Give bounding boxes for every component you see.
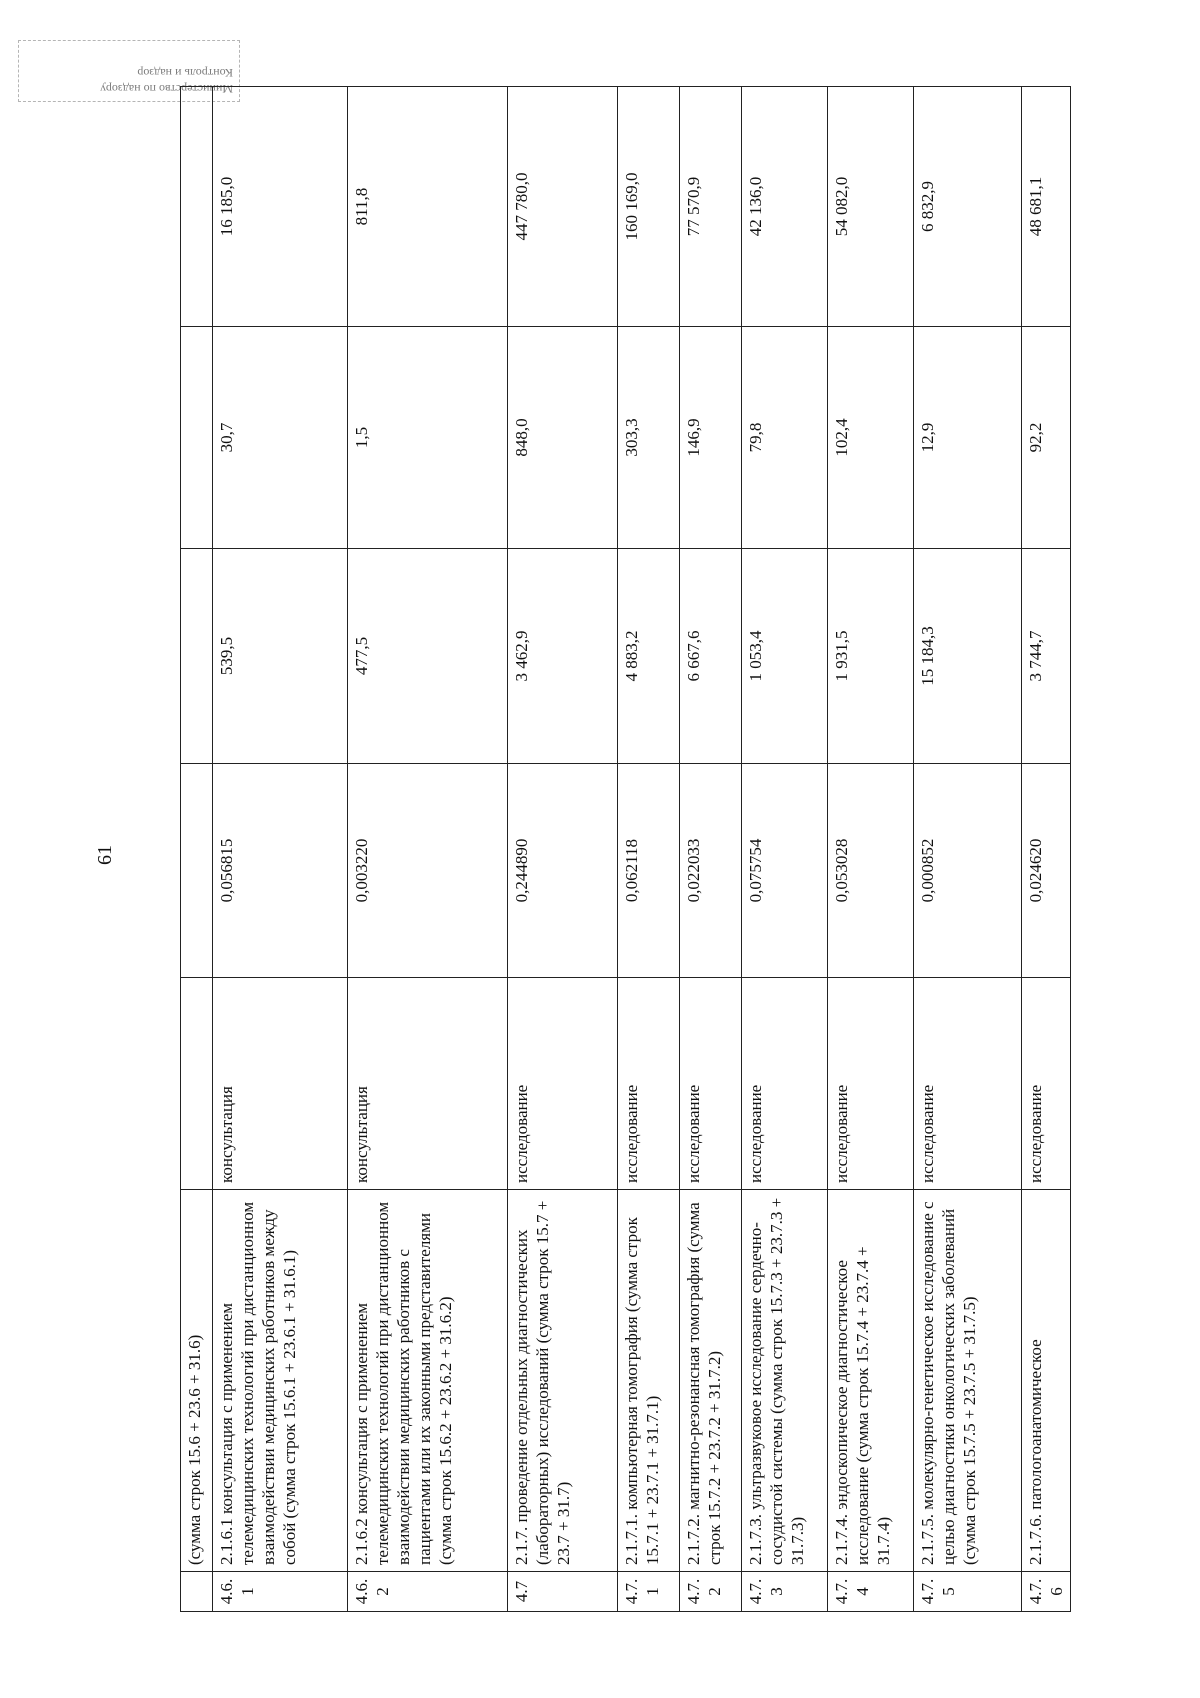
row-value-cell	[181, 764, 213, 978]
row-name-cell: 2.1.7.5. молекулярно-генетическое исследование с целью диагностики онкологических заболеваний (сумма строк 15.7.5 + 23.7.5 + 31.7.5)	[914, 1190, 1022, 1572]
row-value-cell	[181, 87, 213, 327]
row-unit-cell: консультация	[213, 978, 348, 1190]
row-value-cell: 0,244890	[508, 764, 618, 978]
row-value-cell: 477,5	[348, 549, 508, 764]
table-row	[348, 87, 508, 1612]
row-unit-cell: исследование	[1022, 978, 1071, 1190]
row-value-cell: 15 184,3	[914, 549, 1022, 764]
row-value-cell: 0,024620	[1022, 764, 1071, 978]
row-number-cell: 4.6.1	[213, 1572, 348, 1612]
stamp-line-1: Министерство по надзору	[100, 82, 233, 96]
row-name-cell: (сумма строк 15.6 + 23.6 + 31.6)	[181, 1190, 213, 1572]
row-name-cell: 2.1.6.2 консультация с применением телемедицинских технологий при дистанционном взаимодействии медицинских работников с пациентами или их законными представителями (сумма строк 15.6.2 + 23.6.2 + 31.6.2)	[348, 1190, 508, 1572]
row-value-cell: 0,003220	[348, 764, 508, 978]
row-value-cell: 4 883,2	[618, 549, 680, 764]
row-value-cell: 12,9	[914, 327, 1022, 549]
row-unit-cell: консультация	[348, 978, 508, 1190]
table-row	[680, 87, 742, 1612]
row-value-cell: 1 931,5	[828, 549, 914, 764]
row-name-cell: 2.1.7.1. компьютерная томография (сумма строк 15.7.1 + 23.7.1 + 31.7.1)	[618, 1190, 680, 1572]
row-number-cell: 4.7.5	[914, 1572, 1022, 1612]
row-unit-cell: исследование	[828, 978, 914, 1190]
row-value-cell: 811,8	[348, 87, 508, 327]
row-value-cell: 3 744,7	[1022, 549, 1071, 764]
row-number-cell	[181, 1572, 213, 1612]
table-row	[828, 87, 914, 1612]
row-unit-cell: исследование	[618, 978, 680, 1190]
row-value-cell: 16 185,0	[213, 87, 348, 327]
row-value-cell: 160 169,0	[618, 87, 680, 327]
row-value-cell: 0,000852	[914, 764, 1022, 978]
stamp-line-2: Контроль и надзор	[137, 66, 233, 80]
row-value-cell: 0,062118	[618, 764, 680, 978]
row-number-cell: 4.7	[508, 1572, 618, 1612]
table-row	[508, 87, 618, 1612]
row-value-cell: 0,075754	[742, 764, 828, 978]
row-name-cell: 2.1.7.2. магнитно-резонансная томография (сумма строк 15.7.2 + 23.7.2 + 31.7.2)	[680, 1190, 742, 1572]
row-name-cell: 2.1.7.4. эндоскопическое диагностическое исследование (сумма строк 15.7.4 + 23.7.4 + 31.7.4)	[828, 1190, 914, 1572]
row-unit-cell: исследование	[742, 978, 828, 1190]
table-row	[1022, 87, 1071, 1612]
table-row	[914, 87, 1022, 1612]
row-value-cell: 0,056815	[213, 764, 348, 978]
row-number-cell: 4.7.1	[618, 1572, 680, 1612]
row-unit-cell: исследование	[680, 978, 742, 1190]
row-value-cell: 848,0	[508, 327, 618, 549]
row-number-cell: 4.6.2	[348, 1572, 508, 1612]
row-value-cell: 1,5	[348, 327, 508, 549]
row-value-cell: 92,2	[1022, 327, 1071, 549]
row-value-cell: 48 681,1	[1022, 87, 1071, 327]
row-value-cell: 42 136,0	[742, 87, 828, 327]
row-value-cell: 6 667,6	[680, 549, 742, 764]
table-row	[213, 87, 348, 1612]
row-number-cell: 4.7.2	[680, 1572, 742, 1612]
table-row	[618, 87, 680, 1612]
row-value-cell: 6 832,9	[914, 87, 1022, 327]
row-value-cell: 146,9	[680, 327, 742, 549]
data-table	[180, 86, 1071, 1612]
row-value-cell: 77 570,9	[680, 87, 742, 327]
row-value-cell: 30,7	[213, 327, 348, 549]
table-row	[742, 87, 828, 1612]
row-number-cell: 4.7.4	[828, 1572, 914, 1612]
row-value-cell: 1 053,4	[742, 549, 828, 764]
row-name-cell: 2.1.6.1 консультация с применением телемедицинских технологий при дистанционном взаимодействии медицинских работников между собой (сумма строк 15.6.1 + 23.6.1 + 31.6.1)	[213, 1190, 348, 1572]
row-value-cell: 539,5	[213, 549, 348, 764]
table-row	[181, 87, 213, 1612]
row-value-cell: 79,8	[742, 327, 828, 549]
row-number-cell: 4.7.3	[742, 1572, 828, 1612]
row-value-cell	[181, 549, 213, 764]
row-unit-cell: исследование	[914, 978, 1022, 1190]
row-value-cell: 102,4	[828, 327, 914, 549]
row-unit-cell	[181, 978, 213, 1190]
row-value-cell: 0,053028	[828, 764, 914, 978]
rotated-table-container	[180, 87, 1120, 1612]
row-name-cell: 2.1.7. проведение отдельных диагностических (лабораторных) исследований (сумма строк 15.7 + 23.7 + 31.7)	[508, 1190, 618, 1572]
row-unit-cell: исследование	[508, 978, 618, 1190]
row-value-cell: 0,022033	[680, 764, 742, 978]
row-value-cell	[181, 327, 213, 549]
row-value-cell: 54 082,0	[828, 87, 914, 327]
row-name-cell: 2.1.7.3. ультразвуковое исследование сердечно-сосудистой системы (сумма строк 15.7.3 + 23.7.3 + 31.7.3)	[742, 1190, 828, 1572]
page-number: 61	[94, 845, 116, 865]
row-number-cell: 4.7.6	[1022, 1572, 1071, 1612]
row-value-cell: 447 780,0	[508, 87, 618, 327]
row-value-cell: 303,3	[618, 327, 680, 549]
row-value-cell: 3 462,9	[508, 549, 618, 764]
row-name-cell: 2.1.7.6. патологоанатомическое	[1022, 1190, 1071, 1572]
